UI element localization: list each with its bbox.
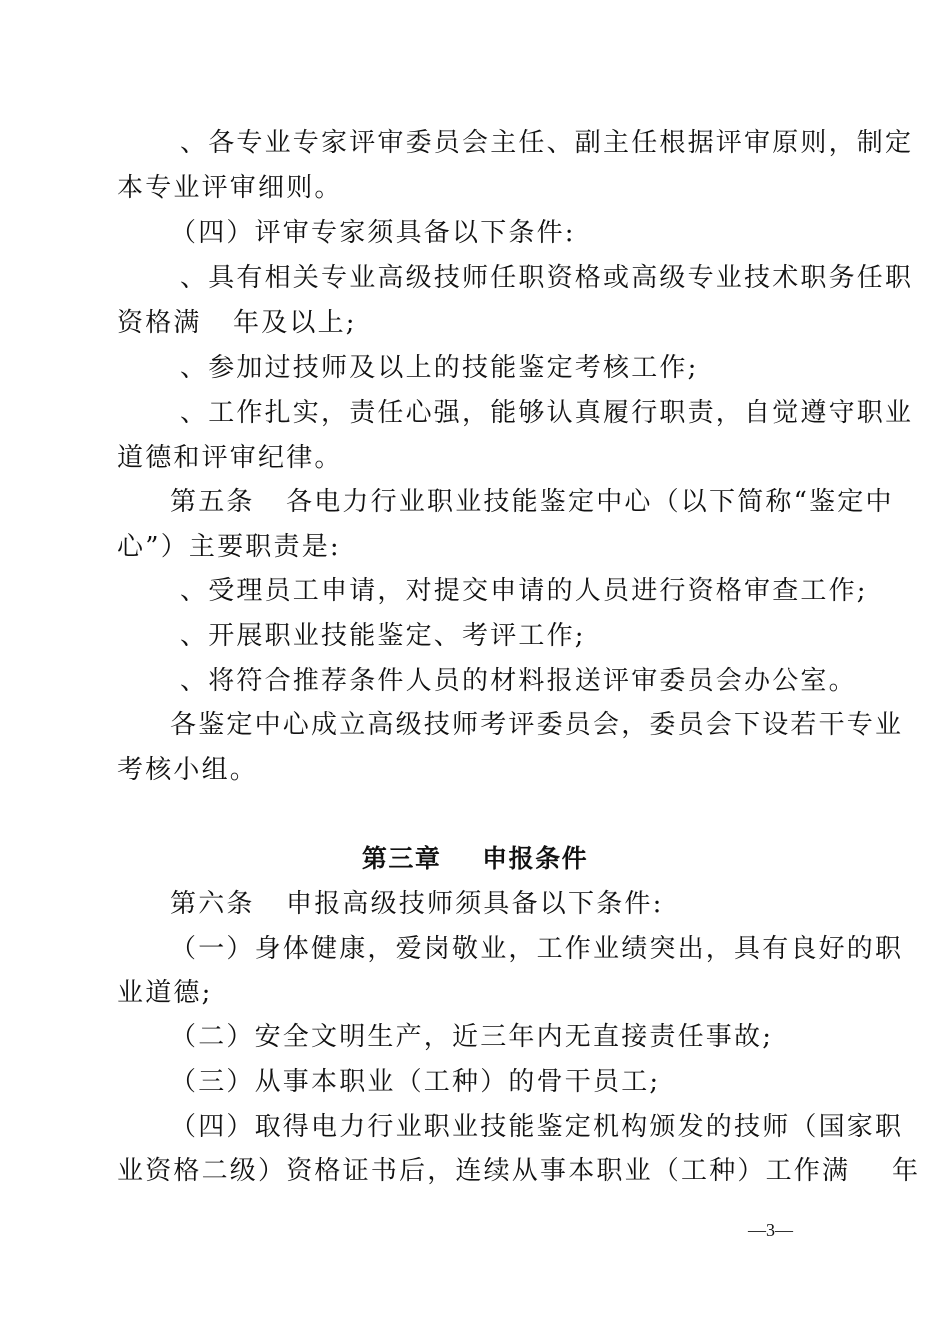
paragraph-line: 、具有相关专业高级技师任职资格或高级专业技术职务任职 [180,263,914,293]
paragraph-line: 、将符合推荐条件人员的材料报送评审委员会办公室。 [180,666,857,696]
paragraph-line: （三）从事本职业（工种）的骨干员工; [170,1067,661,1097]
paragraph-line: （二）安全文明生产，近三年内无直接责任事故; [170,1022,774,1052]
paragraph-line: 、受理员工申请，对提交申请的人员进行资格审查工作; [180,576,868,606]
paragraph-line: 本专业评审细则。 [117,173,343,203]
paragraph-line: 、开展职业技能鉴定、考评工作; [180,621,586,651]
paragraph-line: 第五条 各电力行业职业技能鉴定中心（以下简称“鉴定中 [170,487,894,517]
paragraph-line: 、参加过技师及以上的技能鉴定考核工作; [180,353,699,383]
paragraph-line: 道德和评审纪律。 [117,443,343,473]
paragraph-line: （四）取得电力行业职业技能鉴定机构颁发的技师（国家职 [170,1112,904,1142]
paragraph-line: 、工作扎实，责任心强，能够认真履行职责，自觉遵守职业 [180,398,914,428]
paragraph-line: 心”）主要职责是: [117,532,341,562]
paragraph-line: （四）评审专家须具备以下条件: [170,218,576,248]
paragraph-line: 考核小组。 [117,755,259,785]
paragraph-line: （一）身体健康，爱岗敬业，工作业绩突出，具有良好的职 [170,934,904,964]
paragraph-line: 各鉴定中心成立高级技师考评委员会，委员会下设若干专业 [170,710,904,740]
paragraph-line: 业道德; [117,978,213,1008]
chapter-heading: 第三章 申报条件 [361,844,589,873]
paragraph-line: 业资格二级）资格证书后，连续从事本职业（工种）工作满 年 [117,1156,921,1186]
paragraph-line: 资格满 年及以上; [117,308,357,338]
paragraph-line: 、各专业专家评审委员会主任、副主任根据评审原则，制定 [180,128,914,158]
page-number: —3— [748,1220,793,1240]
paragraph-line: 第六条 申报高级技师须具备以下条件: [170,889,664,919]
